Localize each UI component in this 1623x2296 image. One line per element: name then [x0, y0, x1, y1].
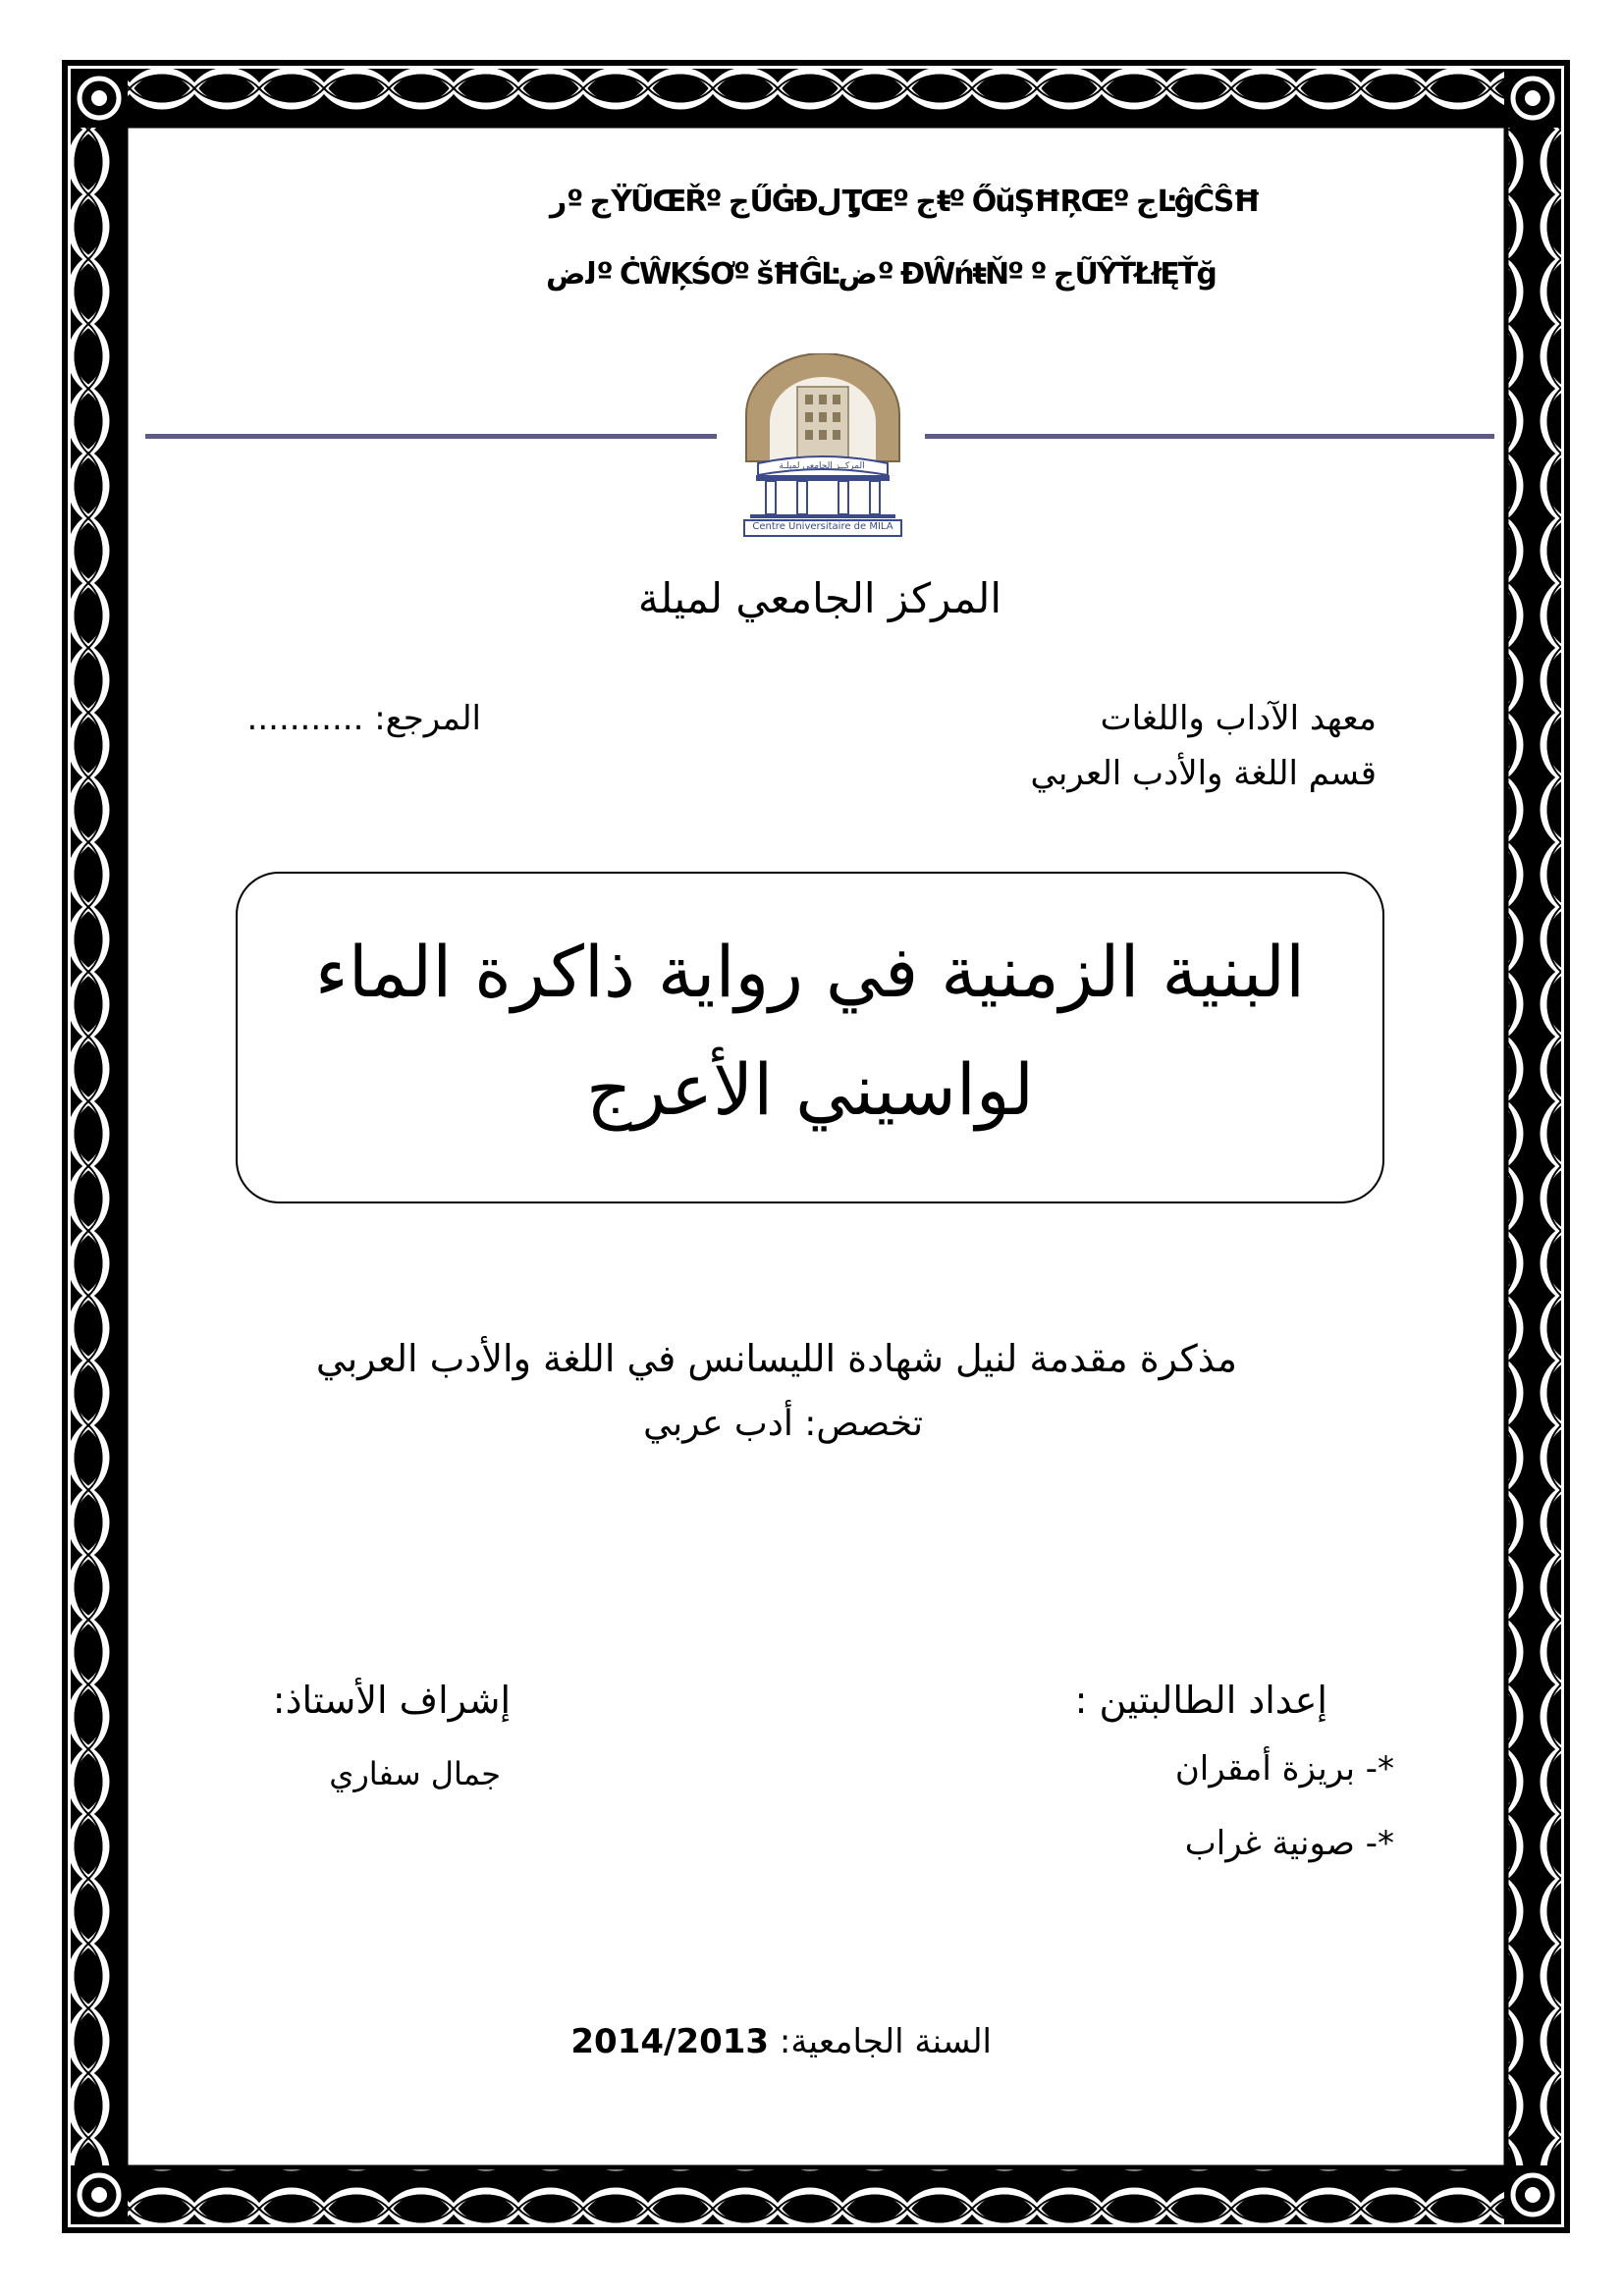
reference-field: المرجع: ........... [246, 699, 481, 738]
institute-name: معهد الآداب واللغات [1100, 699, 1377, 738]
students-label: إعداد الطالبتين : [1074, 1679, 1327, 1722]
supervisor-label: إشراف الأستاذ: [272, 1679, 511, 1722]
logo-banner-text: المركــز الجامعي لميلـة [779, 461, 865, 471]
thesis-specialty: تخصص: أدب عربي [643, 1404, 923, 1444]
thesis-title-box [236, 872, 1384, 1203]
header-line-1: ﺭº ﺝŸŨŒŘº ﺝŰĠĐﻝŢ̡Œº ﺝŧº ŐŭŞĦŖŒº ﺝĿĝĈŜĦ [550, 185, 1260, 219]
academic-year-value: 2014/2013 [570, 2022, 770, 2061]
student-1: *- بريزة أمقران [1174, 1749, 1394, 1789]
corner-ornament-bottom-left [71, 2165, 128, 2224]
corner-ornament-top-right [1504, 69, 1561, 128]
academic-year-label: السنة الجامعية: [779, 2022, 992, 2061]
supervisor-name: جمال سفاري [329, 1755, 501, 1792]
thesis-title-line-1: البنية الزمنية في رواية ذاكرة الماء [314, 931, 1306, 1013]
university-logo [736, 353, 909, 540]
academic-year [550, 2022, 992, 2061]
header-rule-left [145, 434, 717, 439]
thesis-subtitle: مذكرة مقدمة لنيل شهادة الليسانس في اللغة والأدب العربي [315, 1337, 1237, 1380]
student-2: *- صونية غراب [1184, 1824, 1394, 1863]
corner-ornament-bottom-right [1504, 2165, 1561, 2224]
department-name: قسم اللغة والأدب العربي [1030, 754, 1377, 793]
corner-ornament-top-left [71, 69, 128, 128]
logo-caption: Centre Universitaire de MILA [752, 521, 893, 532]
header-rule-right [925, 434, 1494, 439]
center-name: المركز الجامعي لميلة [637, 574, 1001, 622]
header-line-2: ﻟﺽº ĊŴĶŚƠº šĦĜĿﺽº ĐŴńŧŇº º ﺝŨŶŤŁłĘŤğ [546, 257, 1216, 292]
thesis-title-line-2: لواسيني الأعرج [585, 1048, 1035, 1131]
